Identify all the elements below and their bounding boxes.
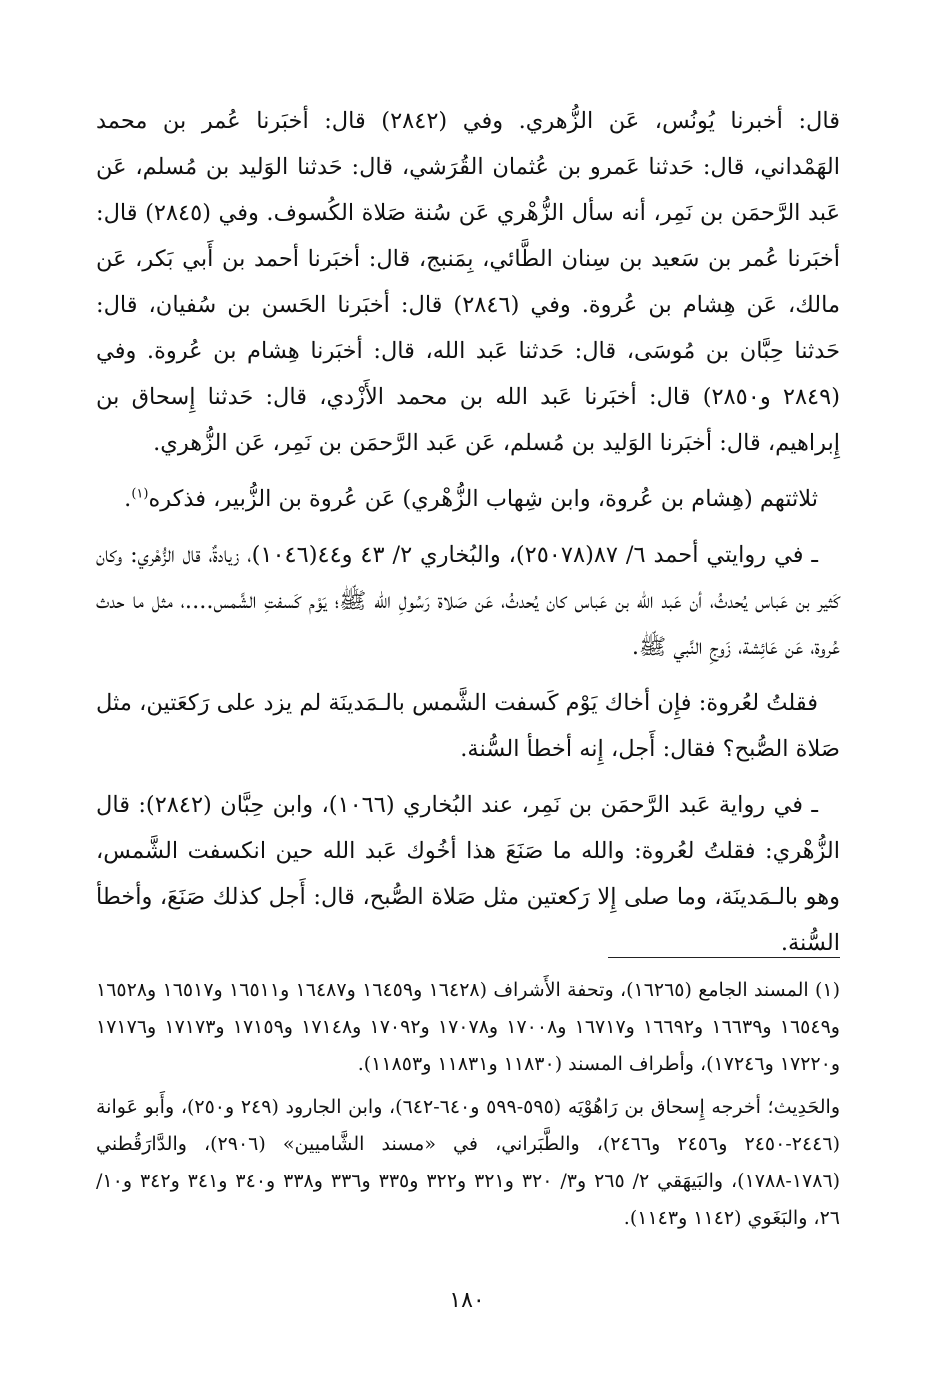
paragraph-ibn-namir: ـ في رواية عَبد الرَّحمَن بن نَمِر، عند البُخاري (١٠٦٦)، وابن حِبَّان (٢٨٤٢): قال الزُّهْري: فقلتُ لعُروة: والله ما صَنَعَ هذا أخُوك عَبد الله حين انكسفت الشَّمس، وهو بالـمَدينَة، وما صلى إِلا رَكعتين مثل صَلاة الصُّبح، قال: أَجل كذلك صَنَعَ، وأخطأ السُّنة. xyxy=(96,792,840,956)
paragraph-summary: ثلاثتهم (هِشام بن عُروة، وابن شِهاب الزُّهْري) عَن عُروة بن الزُّبير، فذكره$^{(١)}$. xyxy=(124,486,818,512)
main-text xyxy=(96,98,840,976)
paragraph-urwa-quote: فقلتُ لعُروة: فإِن أخاك يَوْم كَسفت الشَّمس بالـمَدينَة لم يزد على رَكعَتين، مثل صَلاة الصُّبح؟ فقال: أَجل، إِنه أخطأ السُّنة. xyxy=(96,690,840,762)
footnote-takhrij: والحَدِيث؛ أخرجه إِسحاق بن رَاهُوْيَه (٥٩٥-٥٩٩ و٦٤٠-٦٤٢)، وابن الجارود (٢٤٩ و٢٥٠)، وأَبو عَوانة (٢٤٤٦-٢٤٥٠ و٢٤٥٦ و٢٤٦٦)، والطَّبَراني، في «مسند الشَّاميين» (٢٩٠٦)، والدَّارَقُطني (١٧٨٦-١٧٨٨)، والبَيهَقي ٢/ ٢٦٥ و٣/ ٣٢٠ و٣٢١ و٣٢٢ و٣٣٥ و٣٣٦ و٣٣٨ و٣٤٠ و٣٤١ و٣٤٢ و١٠/ ٢٦، والبَغَوي (١١٤٢ و١١٤٣). xyxy=(96,1096,841,1229)
footnote-ref[interactable]: (١) xyxy=(131,486,149,502)
paragraph-isnad: قال: أخبرنا يُونُس، عَن الزُّهري. وفي (٢٨٤٢) قال: أخبَرنا عُمر بن محمد الهَمْداني، قال: حَدثنا عَمرو بن عُثمان القُرَشي، قال: حَدثنا الوَليد بن مُسلم، عَن عَبد الرَّحمَن بن نَمِر، أنه سأل الزُّهْري عَن سُنة صَلاة الكُسوف. وفي (٢٨٤٥) قال: أخبَرنا عُمر بن سَعيد بن سِنان الطَّائي، بِمَنبج، قال: أخبَرنا أحمد بن أَبي بَكر، عَن مالك، عَن هِشام بن عُروة. وفي (٢٨٤٦) قال: أخبَرنا الحَسن بن سُفيان، قال: حَدثنا حِبَّان بن مُوسَى، قال: حَدثنا عَبد الله، قال: أخبَرنا هِشام بن عُروة. وفي (٢٨٤٩ و٢٨٥٠) قال: أخبَرنا عَبد الله بن محمد الأَزْدي، قال: حَدثنا إِسحاق بن إِبراهيم، قال: أخبَرنا الوَليد بن مُسلم، عَن عَبد الرَّحمَن بن نَمِر، عَن الزُّهري. xyxy=(96,108,840,456)
footnote-1: (١) المسند الجامع (١٦٢٦٥)، وتحفة الأَشراف (١٦٤٢٨ و١٦٤٥٩ و١٦٤٨٧ و١٦٥١١ و١٦٥١٧ و١٦٥٢٨ و١٦٥٤٩ و١٦٦٣٩ و١٦٦٩٢ و١٦٧١٧ و١٧٠٠٨ و١٧٠٧٨ و١٧٠٩٢ و١٧١٤٨ و١٧١٥٩ و١٧١٧٣ و١٧١٧٦ و١٧٢٢٠ و١٧٢٤٦)، وأطراف المسند (١١٨٣٠ و١١٨٣١ و١١٨٥٣). xyxy=(96,979,840,1075)
footnote-divider xyxy=(608,957,840,958)
paragraph-summary-text: ثلاثتهم (هِشام بن عُروة، وابن شِهاب الزُّهْري) عَن عُروة بن الزُّبير، فذكره xyxy=(148,486,818,512)
footnotes xyxy=(96,972,840,1243)
paragraph-ahmad-bukhari: ـ في روايتي أحمد ٦/ ٨٧(٢٥٠٧٨)، والبُخاري ٢/ ٤٣ و٤٤(١٠٤٦)، زيادةٌ، قال الزُّهْري: وكان كَثير بن عَباس يُحدثُ، أن عَبد الله بن عَباس كان يُحدثُ، عَن صَلاة رَسُولِ الله ﷺ؛ يَوْم كَسفتِ الشَّمس....، مثل ما حدث عُروة، عَن عَائِشة، زَوجِ النَّبي ﷺ. xyxy=(96,542,840,660)
page-number: ١٨٠ xyxy=(449,1288,485,1313)
